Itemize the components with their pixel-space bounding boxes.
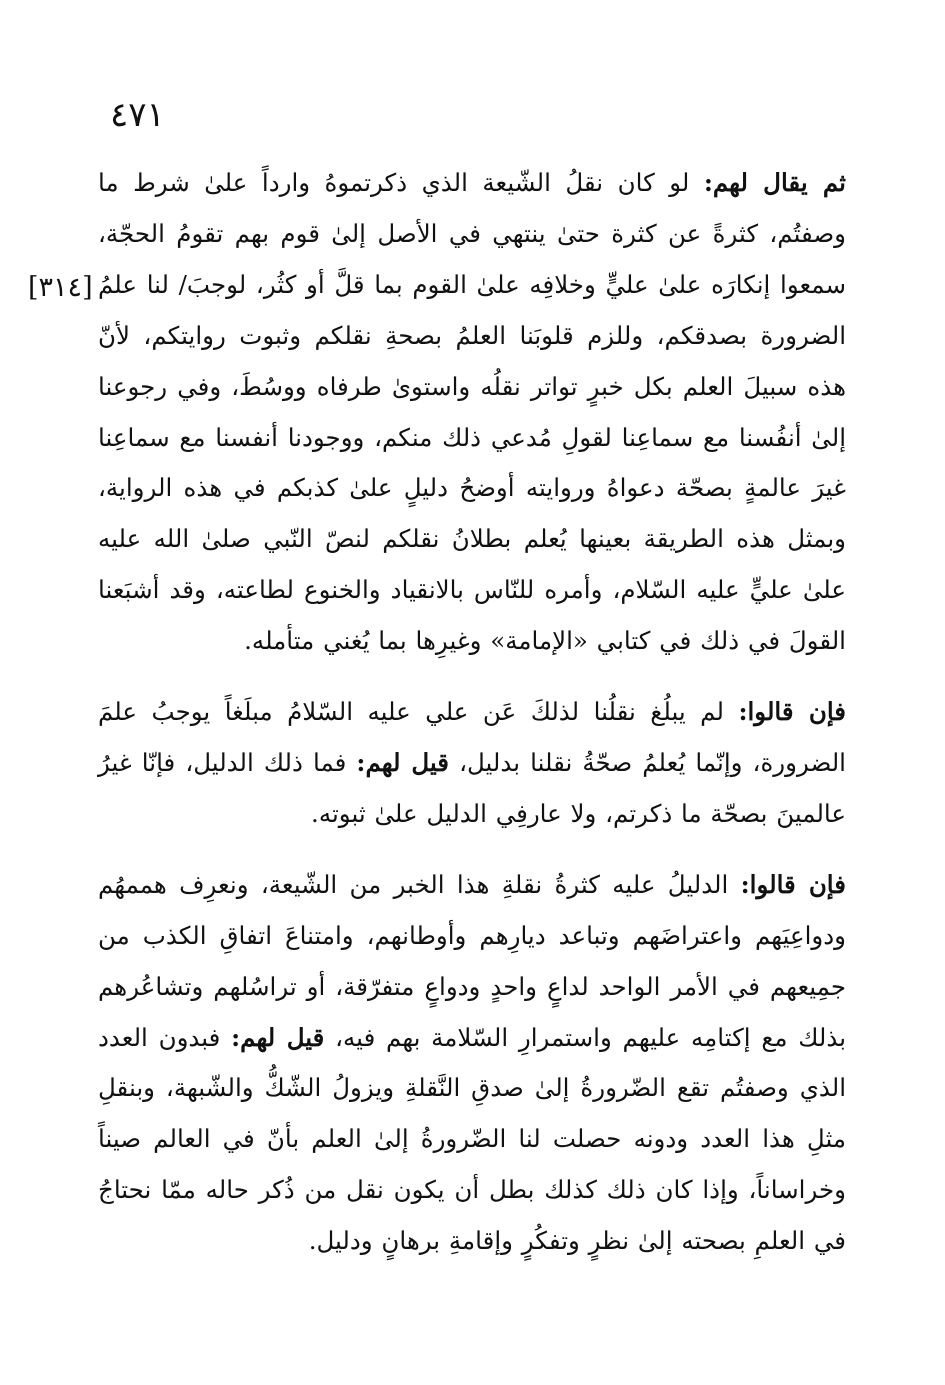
paragraph-3 [98, 860, 846, 1267]
paragraph-lead: فإن قالوا: [740, 869, 846, 899]
paragraph-text: لم يبلُغ نقلُنا لذلكَ عَن علي عليه السّلامُ مبلَغاً يوجبُ علمَ الضرورة، وإنّما يُعلمُ صحّةُ نقلنا بدليل، [98, 697, 846, 777]
reply-lead: قيل لهم: [231, 1022, 325, 1052]
paragraph-2 [98, 687, 846, 840]
paragraph-text-continued: فما ذلك الدليل، فإنّا غيرُ عالمينَ بصحّة ما ذكرتم، ولا عارفِي الدليل علىٰ ثبوته. [98, 747, 846, 828]
reply-lead: قيل لهم: [356, 747, 449, 777]
margin-reference: [٣١٤] [28, 272, 93, 303]
paragraph-text-continued: فبدون العدد الذي وصفتُم تقع الضّرورةُ إلىٰ صدقِ النَّقلةِ ويزولُ الشّكُّ والشّبهة، وبنقلِ مثلِ هذا العدد ودونه حصلت لنا الضّرورةُ إلىٰ العلم بأنّ في العالم صيناً وخراساناً، وإذا كان ذلك كذلك بطل أن يكون نقل من ذُكر حاله ممّا نحتاجُ في العلمِ بصحته إلىٰ نظرٍ وتفكُرٍ وإقامةِ برهانٍ ودليل. [98, 1022, 847, 1256]
body-text [98, 158, 846, 1267]
paragraph-lead: فإن قالوا: [738, 697, 846, 727]
page-number: ٤٧١ [110, 95, 165, 135]
paragraph-text: لو كان نقلُ الشّيعة الذي ذكرتموهُ وارداً علىٰ شرط ما وصفتُم، كثرةً عن كثرة حتىٰ ينتهي في الأصل إلىٰ قوم بهم تقومُ الحجّة، سمعوا إنكارَه علىٰ عليٍّ وخلافِه علىٰ القوم بما قلَّ أو كثُر، لوجبَ/ لنا علمُ الضرورة بصدقكم، وللزم قلوبَنا العلمُ بصحةِ نقلكم وثبوت روايتكم، لأنّ هذه سبيلَ العلم بكل خبرٍ تواتر نقلُه واستوىٰ طرفاه ووسُطَ، وفي رجوعنا إلىٰ أنفُسنا مع سماعِنا لقولِ مُدعي ذلك منكم، ووجودنا أنفسنا مع سماعِنا غيرَ عالمةٍ بصحّة دعواهُ وروايته أوضحُ دليلٍ علىٰ كذبكم في هذه الرواية، وبمثل هذه الطريقة بعينها يُعلم بطلانُ نقلكم لنصّ النّبي صلىٰ الله عليه علىٰ عليٍّ عليه السّلام، وأمره للنّاس بالانقياد والخنوع لطاعته، وقد أشبَعنا القولَ في ذلك في كتابي «الإمامة» وغيرِها بما يُغني متأمله. [98, 168, 846, 656]
paragraph-1 [98, 158, 846, 667]
paragraph-lead: ثم يقال لهم: [703, 168, 846, 197]
paragraph-text: الدليلُ عليه كثرةُ نقلةِ هذا الخبر من الشّيعة، ونعرِف هممهُم ودواعِيَهم واعتراضَهم وتباعد ديارِهم وأوطانهم، وامتناعَ اتفاقِ الكذب من جمِيعهم في الأمر الواحد لداعٍ واحدٍ ودواعٍ متفرّقة، أو تراسُلهم وتشاعُرهم بذلك مع إكتامِه عليهم واستمرارِ السّلامة بهم فيه، [98, 869, 847, 1052]
